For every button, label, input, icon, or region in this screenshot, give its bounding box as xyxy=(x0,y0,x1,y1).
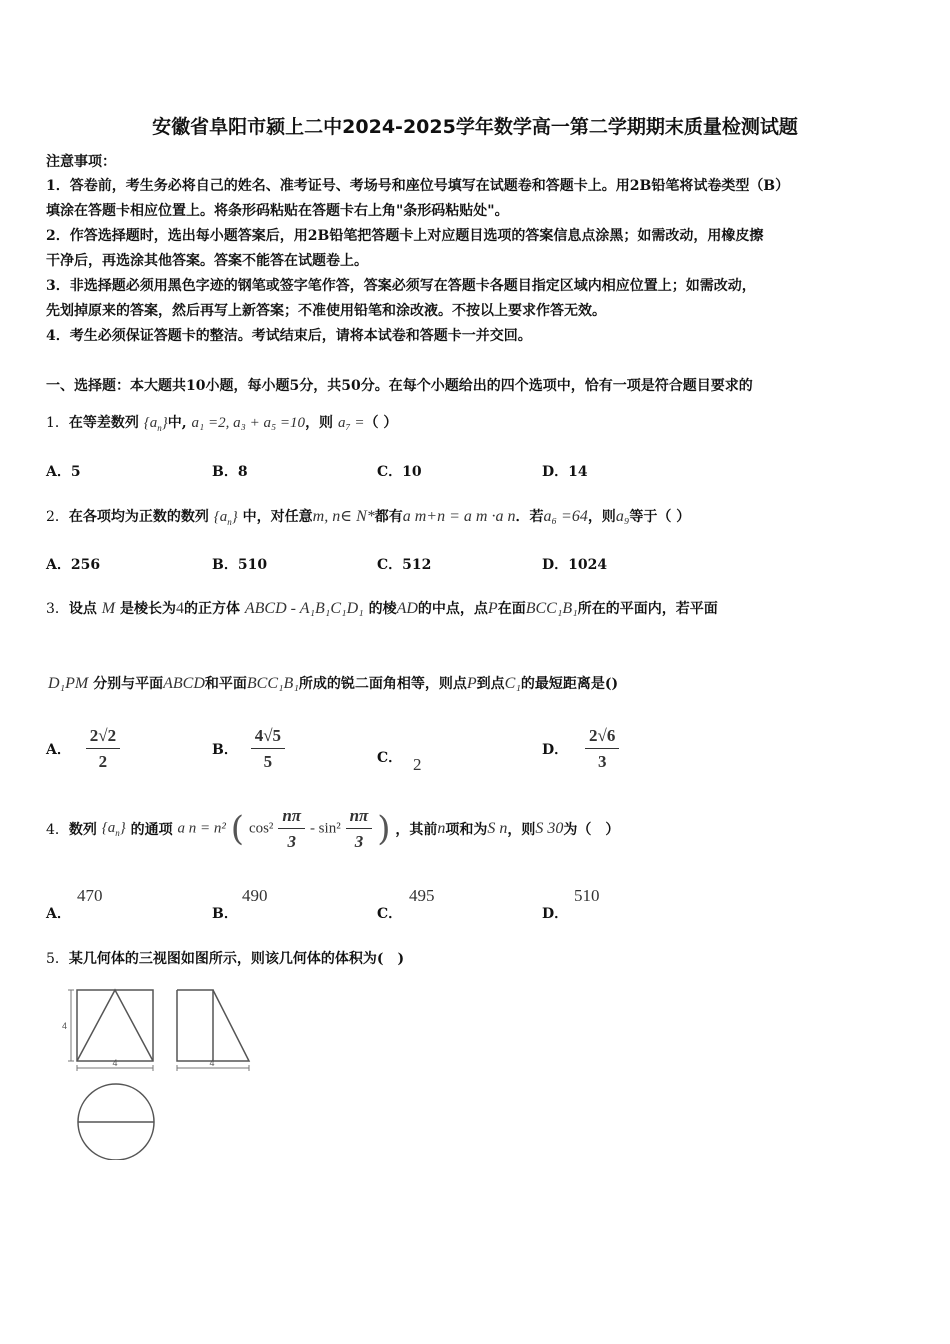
side-view xyxy=(177,990,249,1071)
math-expr: D₁PM xyxy=(48,675,89,692)
q-text: 中，对任意 xyxy=(242,509,313,525)
q-text: 在各项均为正数的数列 xyxy=(68,509,209,525)
math-expr: ABCD - A₁B₁C₁D₁ xyxy=(244,600,364,617)
option-value: 2 xyxy=(413,755,422,774)
q-text: 所在的平面内，若平面 xyxy=(577,601,718,617)
fraction xyxy=(251,726,285,772)
q-text: 等于（ ） xyxy=(629,509,691,525)
math-expr: P xyxy=(466,675,477,692)
math-expr: a n = n² xyxy=(177,820,226,837)
fraction xyxy=(346,806,373,852)
q-text: ，其前 xyxy=(395,822,438,838)
numerator: 2√2 xyxy=(86,726,120,749)
math-expr: - sin² xyxy=(309,820,341,837)
option-label: D． xyxy=(542,742,569,758)
page-title: 安徽省阜阳市颍上二中2024-2025学年数学高一第二学期期末质量检测试题 xyxy=(152,116,798,138)
q-text: 为（ ） xyxy=(563,822,620,838)
option-d xyxy=(542,903,568,923)
q-text: （ ） xyxy=(364,415,398,431)
seq-var: a xyxy=(149,415,158,431)
math-expr: P xyxy=(487,600,498,617)
option-label: D． xyxy=(542,557,569,573)
option-label: C． xyxy=(377,464,403,480)
question-3-cont xyxy=(48,673,618,693)
option-a xyxy=(46,903,71,923)
q-text: 是棱长为 xyxy=(120,601,176,617)
seq-sub: n xyxy=(157,423,162,433)
math-expr: C₁ xyxy=(504,675,521,692)
option-label: B． xyxy=(212,906,238,922)
option-value: 510 xyxy=(574,886,600,905)
note-line: 1．答卷前，考生务必将自己的姓名、准考证号、考场号和座位号填写在试题卷和答题卡上。用2B铅笔将试卷类型（B） xyxy=(46,178,790,194)
math-expr: m, n∈ N* xyxy=(312,508,375,525)
option-c xyxy=(377,903,402,923)
question-number: 4． xyxy=(46,822,69,838)
math-expr: a₉ xyxy=(615,508,630,525)
seq-sub: n xyxy=(115,828,120,838)
left-paren: ( xyxy=(230,809,245,849)
q-text: ，则 xyxy=(305,415,334,431)
option-d xyxy=(542,554,607,574)
note-line: 4．考生必须保证答题卡的整洁。考试结束后，请将本试卷和答题卡一并交回。 xyxy=(46,328,532,344)
q-text: 到点 xyxy=(476,676,505,692)
note-line: 先划掉原来的答案，然后再写上新答案；不准使用铅笔和涂改液。不按以上要求作答无效。 xyxy=(46,303,606,319)
numerator: nπ xyxy=(346,806,373,829)
seq-sub: n xyxy=(227,517,232,527)
front-view xyxy=(62,990,153,1071)
numerator: 4√5 xyxy=(251,726,285,749)
denominator: 3 xyxy=(597,752,607,771)
note-line: 填涂在答题卡相应位置上。将条形码粘贴在答题卡右上角"条形码粘贴处"。 xyxy=(46,203,509,219)
question-number: 1． xyxy=(46,415,69,431)
option-label: A． xyxy=(46,742,71,758)
question-2 xyxy=(46,506,690,527)
option-label: C． xyxy=(377,750,403,766)
option-value: 14 xyxy=(568,464,588,480)
option-label: A． xyxy=(46,906,71,922)
math-expr: cos² xyxy=(248,820,274,837)
fraction xyxy=(86,726,120,772)
q-text: 的中点，点 xyxy=(417,601,488,617)
q-text: 的通项 xyxy=(130,822,173,838)
option-value: 510 xyxy=(237,557,268,573)
option-b xyxy=(212,461,248,481)
q-text: ，则 xyxy=(507,822,536,838)
sequence-symbol: $\{a_n\}$ xyxy=(213,509,238,527)
question-3 xyxy=(46,598,718,618)
question-4 xyxy=(46,806,619,852)
denominator: 3 xyxy=(354,832,364,851)
option-a xyxy=(46,726,120,772)
math-expr: a m+n = a m ·a n xyxy=(402,508,516,525)
q-text: 的最短距离是() xyxy=(520,676,619,692)
question-1 xyxy=(46,412,397,433)
option-d xyxy=(542,461,588,481)
q-text: 分别与平面 xyxy=(93,676,164,692)
q-text: 数列 xyxy=(68,822,97,838)
option-d xyxy=(542,726,619,772)
height-label: 4 xyxy=(61,1021,67,1031)
denominator: 5 xyxy=(263,752,273,771)
q-text: ．若 xyxy=(515,509,544,525)
q-text: 都有 xyxy=(374,509,403,525)
question-number: 5． xyxy=(46,951,69,967)
option-value: 495 xyxy=(409,886,435,905)
option-value: 470 xyxy=(77,886,103,905)
option-label: B． xyxy=(212,742,238,758)
q-text: 在等差数列 xyxy=(68,415,139,431)
option-a xyxy=(46,554,100,574)
option-c xyxy=(377,461,422,481)
q-text: ，则 xyxy=(587,509,616,525)
q-text: 和平面 xyxy=(204,676,247,692)
q-text: 某几何体的三视图如图所示，则该几何体的体积为( ) xyxy=(68,951,405,967)
option-label: B． xyxy=(212,557,238,573)
math-expr: S n xyxy=(487,820,508,837)
option-value: 256 xyxy=(70,557,101,573)
question-number: 3． xyxy=(46,601,69,617)
option-c xyxy=(377,747,422,774)
q-text: 的棱 xyxy=(368,601,397,617)
option-b xyxy=(212,726,285,772)
option-value: 490 xyxy=(242,886,268,905)
option-b xyxy=(212,554,267,574)
option-value: 8 xyxy=(237,464,248,480)
q-text: 所成的锐二面角相等，则点 xyxy=(298,676,467,692)
q-text: 设点 xyxy=(68,601,97,617)
math-expr: BCC₁B₁ xyxy=(246,675,299,692)
fraction xyxy=(585,726,619,772)
note-line: 3．非选择题必须用黑色字迹的钢笔或签字笔作答，答案必须写在答题卡各题目指定区域内相应位置上；如需改动， xyxy=(46,278,756,294)
seq-var: a xyxy=(107,820,116,836)
option-label: A． xyxy=(46,464,71,480)
option-label: A． xyxy=(46,557,71,573)
option-label: D． xyxy=(542,464,569,480)
math-expr: a₁ =2, a₃ + a₅ =10 xyxy=(191,415,306,431)
note-line: 2．作答选择题时，选出每小题答案后，用2B铅笔把答题卡上对应题目选项的答案信息点涂黑；如需改动，用橡皮擦 xyxy=(46,228,764,244)
option-value: 1024 xyxy=(568,557,608,573)
option-label: D． xyxy=(542,906,569,922)
math-expr: M xyxy=(101,600,116,617)
math-expr: AD xyxy=(396,600,418,617)
math-expr: a₆ =64 xyxy=(543,508,588,525)
math-expr: a₇ = xyxy=(337,415,365,431)
q-text: 的正方体 xyxy=(184,601,240,617)
numerator: 2√6 xyxy=(585,726,619,749)
option-b xyxy=(212,903,238,923)
sequence-symbol: $\{a_n\}$ xyxy=(101,820,126,838)
math-expr: n xyxy=(437,820,446,837)
seq-var: a xyxy=(219,509,228,525)
question-5 xyxy=(46,948,404,968)
denominator: 2 xyxy=(98,752,108,771)
question-number: 2． xyxy=(46,509,69,525)
option-label: C． xyxy=(377,557,403,573)
right-paren: ) xyxy=(377,809,391,849)
fraction xyxy=(278,806,305,852)
math-expr: ABCD xyxy=(163,675,205,692)
option-c xyxy=(377,554,431,574)
q-text: 在面 xyxy=(497,601,526,617)
denominator: 3 xyxy=(287,832,296,851)
note-line: 干净后，再选涂其他答案。答案不能答在试题卷上。 xyxy=(46,253,368,269)
section-header: 一、选择题：本大题共10小题，每小题5分，共50分。在每个小题给出的四个选项中，恰有一项是符合题目要求的 xyxy=(46,378,753,394)
option-a xyxy=(46,461,81,481)
side-width-label: 4 xyxy=(209,1058,215,1068)
three-view-figure xyxy=(40,980,270,1160)
math-expr: BCC₁B₁ xyxy=(525,600,578,617)
q-text: 中, xyxy=(167,415,187,431)
front-width-label: 4 xyxy=(112,1058,118,1068)
sequence-symbol: $\{a_n\}$ xyxy=(143,415,168,433)
option-value: 5 xyxy=(70,464,81,480)
math-expr: S 30 xyxy=(535,820,564,837)
numerator: nπ xyxy=(278,806,305,829)
q-text: 项和为 xyxy=(445,822,488,838)
option-label: C． xyxy=(377,906,403,922)
option-value: 10 xyxy=(402,464,422,480)
top-view xyxy=(78,1084,154,1160)
notes-heading: 注意事项： xyxy=(46,154,116,170)
option-value: 512 xyxy=(402,557,432,573)
option-label: B． xyxy=(212,464,238,480)
math-expr: 4 xyxy=(176,600,184,617)
